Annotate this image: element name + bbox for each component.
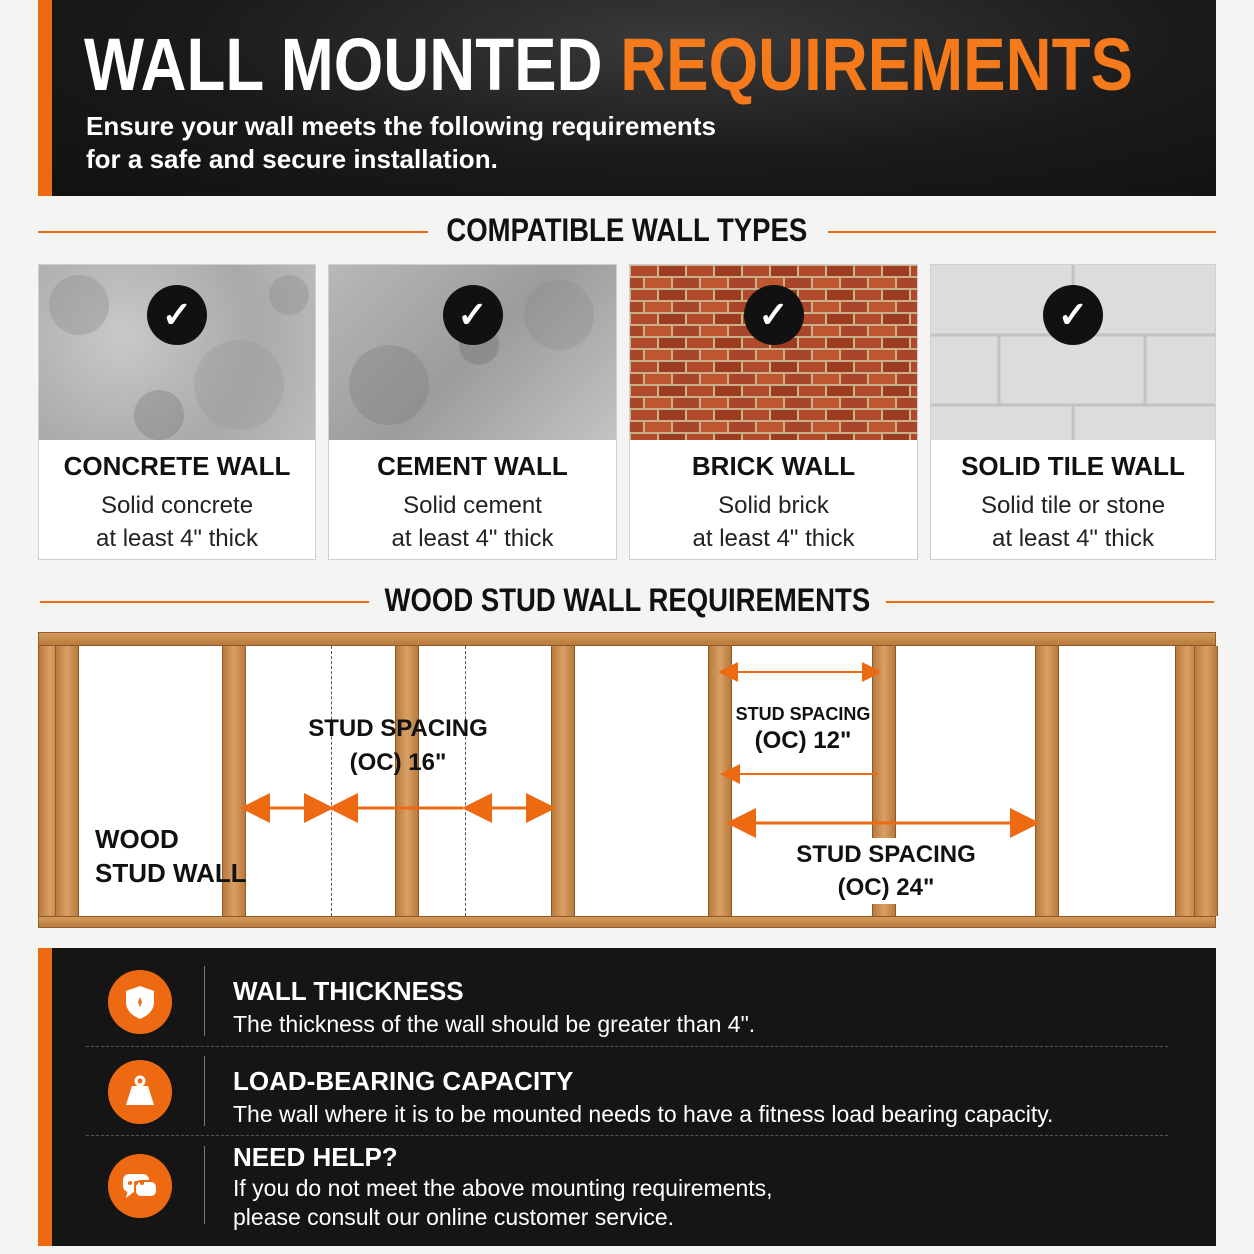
wood-stud-wall-label: WOOD STUD WALL xyxy=(95,824,247,888)
divider xyxy=(204,1146,205,1224)
check-icon: ✓ xyxy=(443,285,503,345)
page-title xyxy=(84,22,1133,107)
info-panel xyxy=(38,948,1216,1246)
info-row-load xyxy=(86,1048,1168,1138)
info-row-thickness xyxy=(86,958,1168,1048)
card-title: BRICK WALL xyxy=(691,451,856,481)
card-tile xyxy=(930,264,1216,560)
title-orange: REQUIREMENTS xyxy=(620,23,1133,106)
row-title: WALL THICKNESS xyxy=(233,976,464,1006)
compatible-heading xyxy=(38,212,1216,252)
row-desc: The thickness of the wall should be greater than 4". xyxy=(233,1011,756,1037)
card-desc: Solid cement at least 4" thick xyxy=(391,492,554,552)
compatible-heading-text: COMPATIBLE WALL TYPES xyxy=(431,212,823,249)
weight-icon xyxy=(108,1060,172,1124)
title-white: WALL MOUNTED xyxy=(84,23,603,106)
wood-heading xyxy=(38,582,1216,622)
subtitle-line-2: for a safe and secure installation. xyxy=(86,144,498,174)
divider xyxy=(204,966,205,1036)
card-title: SOLID TILE WALL xyxy=(961,451,1185,481)
card-desc: Solid brick at least 4" thick xyxy=(692,492,855,552)
chat-icon xyxy=(108,1154,172,1218)
accent-stripe xyxy=(38,948,52,1246)
card-cement xyxy=(328,264,617,560)
stud-wall-diagram xyxy=(38,632,1216,928)
card-brick xyxy=(629,264,918,560)
subtitle-line-1: Ensure your wall meets the following requirements xyxy=(86,111,716,141)
check-icon: ✓ xyxy=(744,285,804,345)
spacing-24-label: STUD SPACING (OC) 24" xyxy=(796,838,976,904)
accent-stripe xyxy=(38,0,52,196)
spacing-16-label: STUD SPACING (OC) 16" xyxy=(308,715,488,776)
row-title: LOAD-BEARING CAPACITY xyxy=(233,1066,574,1096)
info-row-help xyxy=(86,1138,1168,1228)
check-icon: ✓ xyxy=(1043,285,1103,345)
shield-icon xyxy=(108,970,172,1034)
spacing-12-label: STUD SPACING (OC) 12" xyxy=(735,704,871,754)
row-title: NEED HELP? xyxy=(233,1142,398,1172)
card-title: CONCRETE WALL xyxy=(63,451,291,481)
row-separator xyxy=(86,1046,1168,1047)
card-desc: Solid concrete at least 4" thick xyxy=(96,492,258,552)
row-separator xyxy=(86,1135,1168,1136)
row-desc: The wall where it is to be mounted needs to have a fitness load bearing capacity. xyxy=(233,1101,1054,1127)
card-title: CEMENT WALL xyxy=(377,451,568,481)
divider xyxy=(204,1056,205,1126)
row-desc: If you do not meet the above mounting requirements, please consult our online customer service. xyxy=(233,1175,773,1230)
page-subtitle xyxy=(86,110,846,176)
wood-heading-text: WOOD STUD WALL REQUIREMENTS xyxy=(369,582,886,619)
header-banner xyxy=(38,0,1216,196)
card-desc: Solid tile or stone at least 4" thick xyxy=(980,492,1166,552)
check-icon: ✓ xyxy=(147,285,207,345)
card-concrete xyxy=(38,264,316,560)
